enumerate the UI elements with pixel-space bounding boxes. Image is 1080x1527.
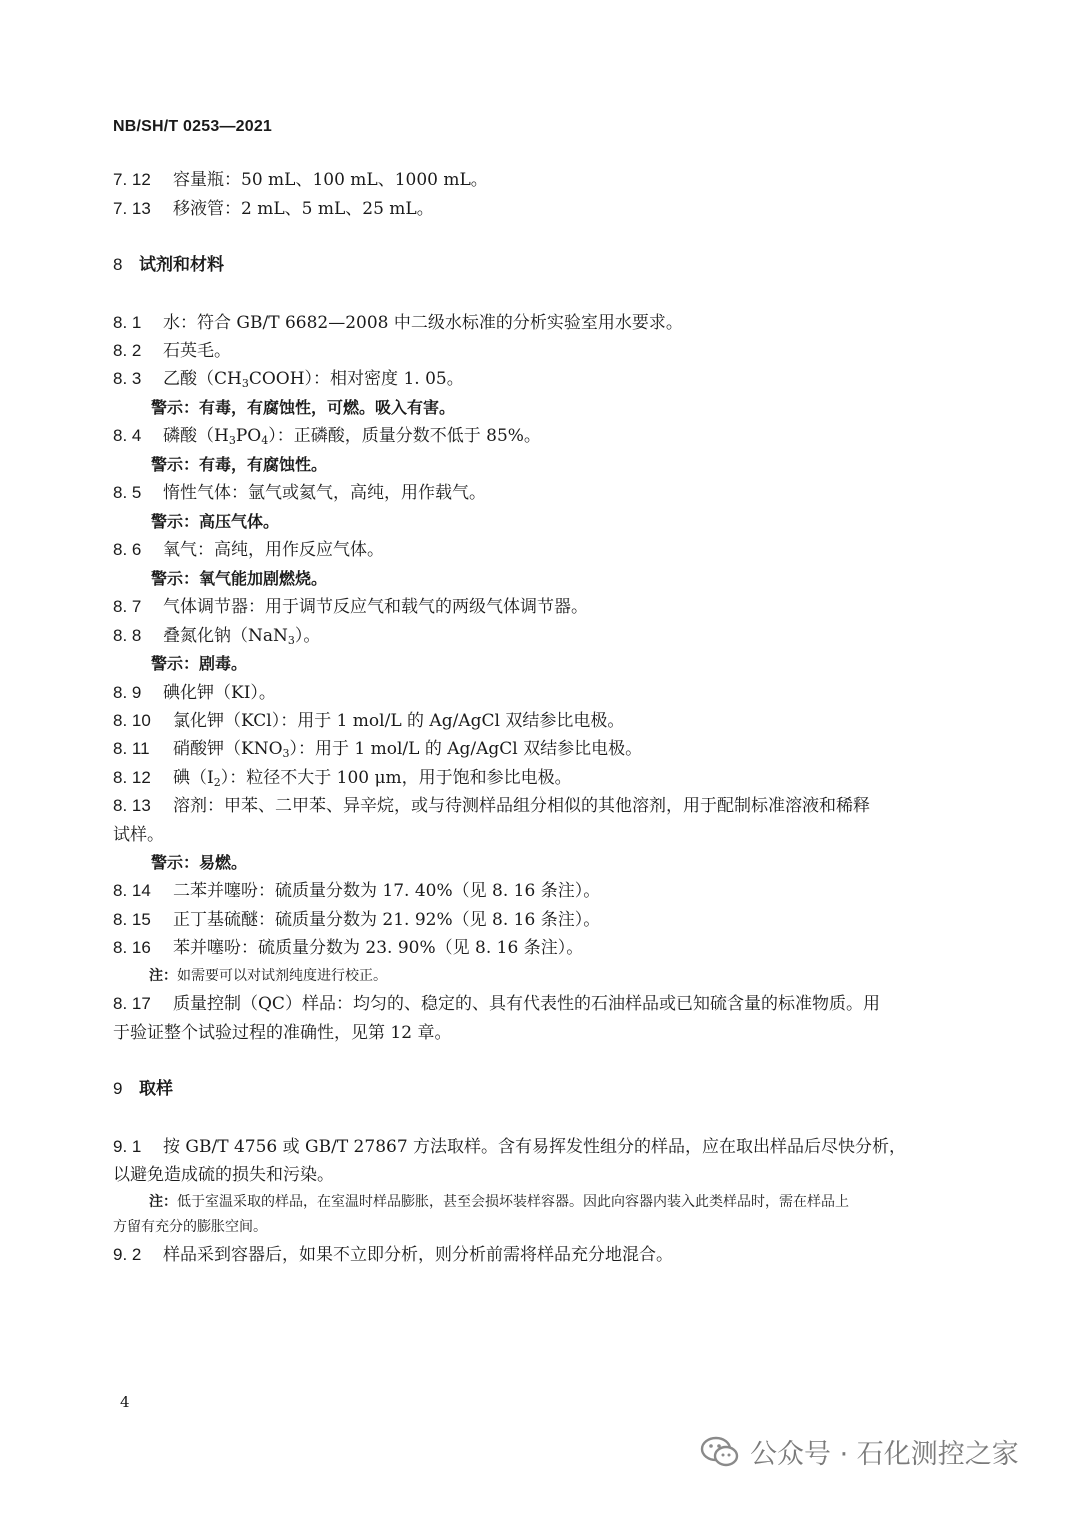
list-item: 8. 12 碘$(I_2)$：粒径不大于 100 μm，用于饱和参比电极。 (113, 768, 572, 789)
list-item: 7. 13 移液管：2 mL、5 mL、25 mL。 (113, 199, 434, 219)
list-item: 8. 17 质量控制（QC）样品：均匀的、稳定的、具有代表性的石油样品或已知硫含量的标准物质。用 (113, 994, 880, 1014)
page-number: 4 (120, 1393, 130, 1411)
section-heading: 9 取样 (113, 1079, 173, 1099)
list-item-continuation: 于验证整个试验过程的准确性，见第 12 章。 (113, 1023, 452, 1043)
list-item: 8. 5 惰性气体：氩气或氦气，高纯，用作载气。 (113, 483, 486, 503)
list-item: 8. 16 苯并噻吩：硫质量分数为 23. 90%（见 8. 16 条注）。 (113, 938, 584, 958)
list-item: 8. 14 二苯并噻吩：硫质量分数为 17. 40%（见 8. 16 条注）。 (113, 881, 601, 901)
wechat-icon (700, 1435, 740, 1469)
watermark-text: 公众号 · 石化测控之家 (750, 1439, 1019, 1470)
list-item: 8. 3 乙酸$(CH_3COOH)$：相对密度 1. 05。 (113, 369, 464, 390)
list-item: 9. 2 样品采到容器后，如果不立即分析，则分析前需将样品充分地混合。 (113, 1245, 673, 1265)
list-item: 8. 15 正丁基硫醚：硫质量分数为 21. 92%（见 8. 16 条注）。 (113, 910, 601, 930)
list-item: 7. 12 容量瓶：50 mL、100 mL、1000 mL。 (113, 170, 488, 190)
list-item: 8. 13 溶剂：甲苯、二甲苯、异辛烷，或与待测样品组分相似的其他溶剂，用于配制标准溶液和稀释 (113, 796, 870, 816)
list-item: 8. 6 氧气：高纯，用作反应气体。 (113, 540, 384, 560)
note-continuation: 方留有充分的膨胀空间。 (113, 1219, 267, 1235)
list-item: 8. 4 磷酸$(H_3PO_4)$：正磷酸，质量分数不低于 85%。 (113, 426, 541, 447)
list-item: 8. 8 叠氮化钠（NaN$_3$）。 (113, 626, 321, 647)
watermark (700, 1432, 1019, 1471)
list-item: 8. 11 硝酸钾$(KNO_3)$：用于 1 mol/L 的 Ag/AgCl 双结参比电极。 (113, 739, 643, 760)
list-item: 8. 2 石英毛。 (113, 341, 231, 361)
warning-text: 警示：有毒，有腐蚀性。 (151, 455, 328, 474)
list-item: 8. 1 水：符合 GB/T 6682—2008 中二级水标准的分析实验室用水要求。 (113, 313, 683, 333)
list-item: 8. 9 碘化钾（KI）。 (113, 683, 276, 703)
warning-text: 警示：有毒，有腐蚀性，可燃。吸入有害。 (151, 398, 456, 417)
warning-text: 警示：高压气体。 (151, 512, 280, 531)
warning-text: 警示：剧毒。 (151, 654, 248, 673)
note-text: 注：如需要可以对试剂纯度进行校正。 (149, 968, 387, 984)
standard-code: NB/SH/T 0253—2021 (113, 118, 273, 135)
list-item-continuation: 试样。 (113, 825, 164, 845)
list-item-continuation: 以避免造成硫的损失和污染。 (113, 1165, 334, 1185)
list-item: 8. 7 气体调节器：用于调节反应气和载气的两级气体调节器。 (113, 597, 588, 617)
section-heading: 8 试剂和材料 (113, 255, 224, 275)
list-item: 8. 10 氯化钾（KCl）：用于 1 mol/L 的 Ag/AgCl 双结参比电极。 (113, 711, 625, 731)
note-text: 注：低于室温采取的样品，在室温时样品膨胀，甚至会损坏装样容器。因此向容器内装入此类样品时，需在样品上 (149, 1194, 849, 1210)
list-item: 9. 1 按 GB/T 4756 或 GB/T 27867 方法取样。含有易挥发性组分的样品，应在取出样品后尽快分析， (113, 1137, 907, 1157)
warning-text: 警示：易燃。 (151, 853, 248, 872)
warning-text: 警示：氧气能加剧燃烧。 (151, 569, 328, 588)
